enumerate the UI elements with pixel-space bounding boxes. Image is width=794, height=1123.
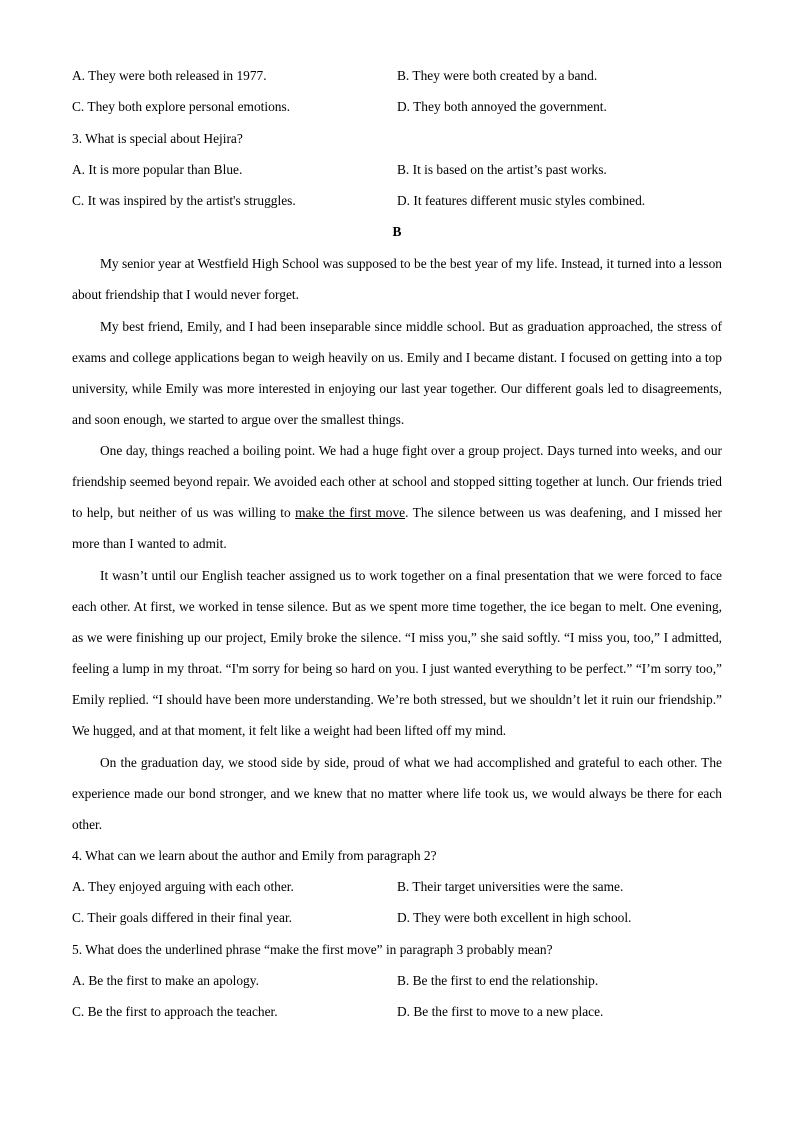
- passage-paragraph-5: On the graduation day, we stood side by side, proud of what we had accomplished and grateful to each other. The experience made our bond stronger, and we knew that no matter where life took us, we would always be there for each other.: [72, 755, 722, 832]
- paragraph-3-text-after: . The silence between us was deafening, and I missed her more than I wanted to admit.: [72, 505, 722, 551]
- passage-paragraph-4: It wasn’t until our English teacher assigned us to work together on a final presentation that we were forced to face each other. At first, we worked in tense silence. But as we spent more time together, the ice began to melt. One evening, as we were finishing up our project, Emily broke the silence. “I miss you,” she said softly. “I miss you, too,” I admitted, feeling a lump in my throat. “I'm sorry for being so hard on you. I just wanted everything to be perfect.” “I’m sorry too,” Emily replied. “I should have been more understanding. We’re both stressed, but we shouldn’t let it ruin our friendship.” We hugged, and at that moment, it felt like a weight had been lifted off my mind.: [72, 568, 722, 738]
- q2-option-d: D. They both annoyed the government.: [397, 99, 607, 114]
- q3-option-a: A. It is more popular than Blue.: [72, 162, 243, 177]
- passage-paragraph-3: [72, 435, 722, 559]
- q4-option-d: D. They were both excellent in high school.: [397, 910, 632, 925]
- q5-option-c: C. Be the first to approach the teacher.: [72, 1004, 278, 1019]
- q5-stem: 5. What does the underlined phrase “make the first move” in paragraph 3 probably mean?: [72, 942, 553, 957]
- q2-option-b: B. They were both created by a band.: [397, 68, 598, 83]
- q4-options-row-1: [72, 877, 722, 897]
- q5-option-a: A. Be the first to make an apology.: [72, 973, 259, 988]
- q3-option-b: B. It is based on the artist’s past works.: [397, 162, 607, 177]
- q4-option-a: A. They enjoyed arguing with each other.: [72, 879, 294, 894]
- passage-paragraph-1: My senior year at Westfield High School was supposed to be the best year of my life. Instead, it turned into a lesson about friendship that I would never forget.: [72, 256, 722, 302]
- q2-option-c: C. They both explore personal emotions.: [72, 99, 291, 114]
- q3-options-row-2: [72, 191, 722, 211]
- q5-option-d: D. Be the first to move to a new place.: [397, 1004, 604, 1019]
- q5-options-row-1: [72, 971, 722, 991]
- paragraph-3-text-before: One day, things reached a boiling point. We had a huge fight over a group project. Days turned into weeks, and our friendship seemed beyond repair. We avoided each other at school and stopped sitting together at lunch. Our friends tried to help, but neither of us was willing to: [72, 443, 722, 520]
- q3-stem: 3. What is special about Hejira?: [72, 131, 243, 146]
- q4-stem: 4. What can we learn about the author and Emily from paragraph 2?: [72, 848, 437, 863]
- q2-option-a: A. They were both released in 1977.: [72, 68, 267, 83]
- passage-paragraph-2: My best friend, Emily, and I had been inseparable since middle school. But as graduation approached, the stress of exams and college applications began to weigh heavily on us. Emily and I became distant. I focused on getting into a top university, while Emily was more interested in enjoying our last year together. Our different goals led to disagreements, and soon enough, we started to argue over the smallest things.: [72, 319, 722, 427]
- q3-options-row-1: [72, 160, 722, 180]
- section-b-heading: B: [392, 224, 402, 239]
- q3-option-d: D. It features different music styles combined.: [397, 193, 646, 208]
- q5-option-b: B. Be the first to end the relationship.: [397, 973, 599, 988]
- q2-options-row-1: [72, 66, 722, 86]
- q5-options-row-2: [72, 1002, 722, 1022]
- q4-option-c: C. Their goals differed in their final year.: [72, 910, 293, 925]
- underlined-phrase: make the first move: [295, 505, 406, 520]
- q2-options-row-2: [72, 97, 722, 117]
- q3-option-c: C. It was inspired by the artist's struggles.: [72, 193, 296, 208]
- q4-option-b: B. Their target universities were the same.: [397, 879, 624, 894]
- q4-options-row-2: [72, 908, 722, 928]
